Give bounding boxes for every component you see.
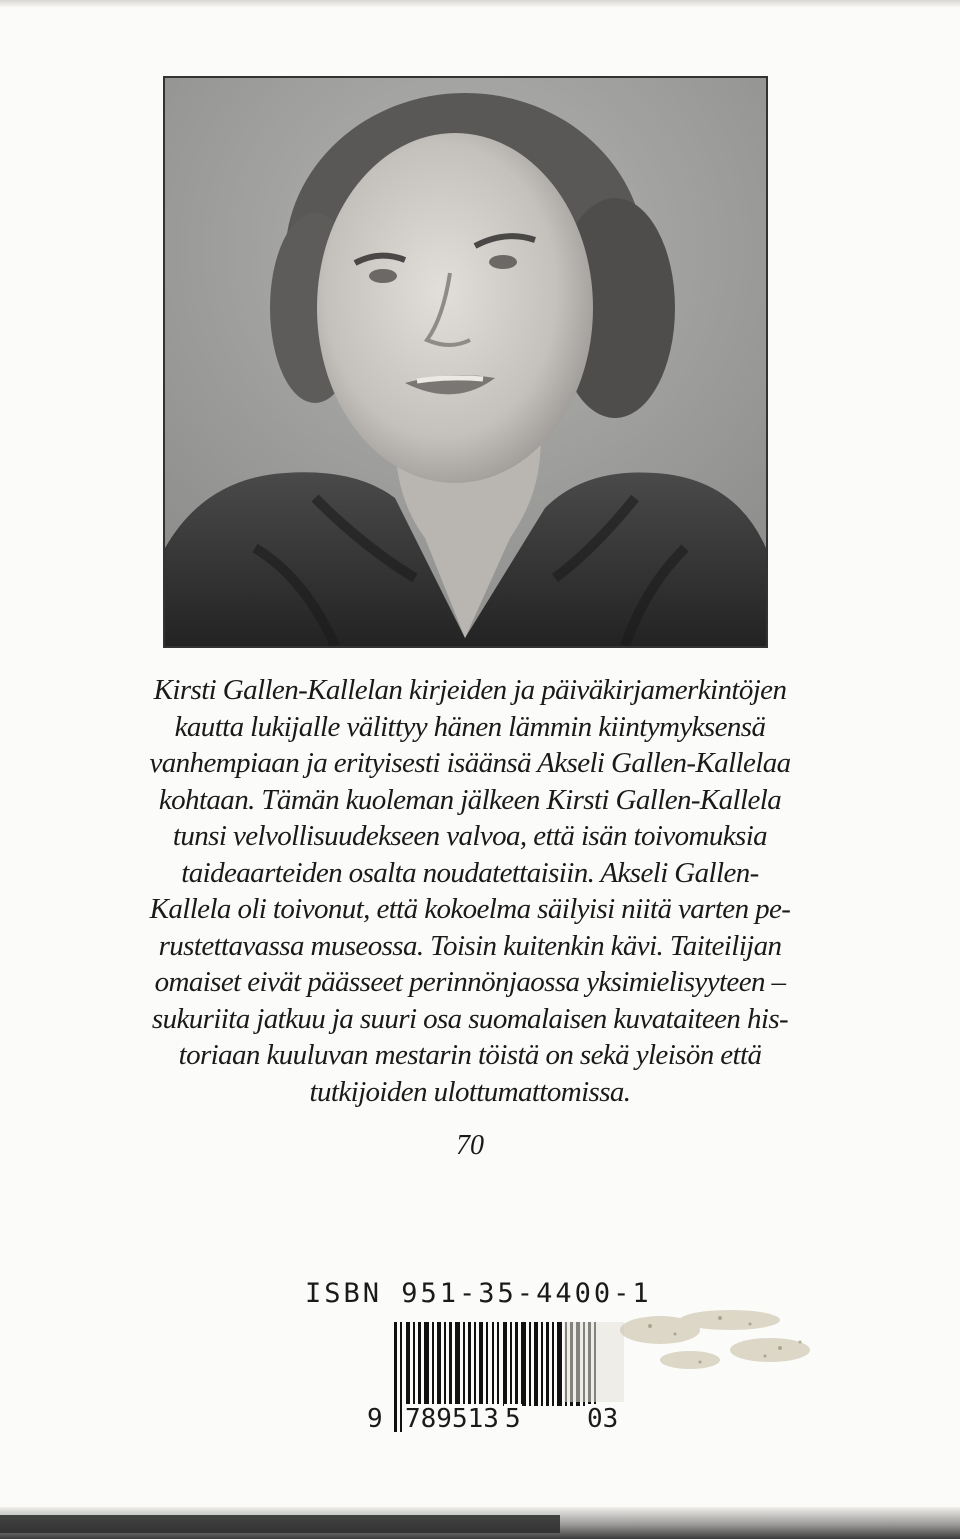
blurb-line: omaiset eivät päässeet perinnönjaossa yksimielisyyteen – bbox=[154, 966, 786, 998]
series-number: 70 bbox=[456, 1130, 484, 1161]
barcode-lead-digit: 9 bbox=[367, 1404, 383, 1434]
blurb-line: tunsi velvollisuudekseen valvoa, että isän toivomuksia bbox=[172, 820, 768, 852]
cover-top-edge bbox=[0, 0, 960, 8]
blurb-line: kohtaan. Tämän kuoleman jälkeen Kirsti Gallen-Kallela bbox=[158, 783, 782, 816]
back-cover-blurb bbox=[110, 672, 830, 1110]
blurb-line: kautta lukijalle välittyy hänen lämmin kiintymyksensä bbox=[174, 710, 766, 743]
blurb-line: toriaan kuuluvan mestarin töistä on sekä yleisön että bbox=[178, 1039, 762, 1071]
blurb-line: sukuriita jatkuu ja suuri osa suomalaisen kuvataiteen his- bbox=[151, 1002, 789, 1035]
blurb-line: taideaarteiden osalta noudatettaisiin. Akseli Gallen- bbox=[181, 856, 759, 889]
cover-bottom-edge bbox=[0, 1507, 960, 1539]
blurb-line: Kallela oli toivonut, että kokoelma säilyisi niitä varten pe- bbox=[149, 893, 791, 925]
blurb-line: vanhempiaan ja erityisesti isäänsä Akseli Gallen-Kallelaa bbox=[149, 747, 791, 779]
blurb-line: rustettavassa museossa. Toisin kuitenkin kävi. Taiteilijan bbox=[158, 929, 782, 962]
blurb-line: tutkijoiden ulottumattomissa. bbox=[309, 1075, 631, 1108]
author-portrait-photo bbox=[163, 76, 768, 648]
barcode-digits bbox=[364, 1404, 634, 1434]
barcode-digit-group-2: 5 bbox=[505, 1404, 521, 1434]
barcode-digit-group-2-end: 03 bbox=[587, 1404, 619, 1434]
blurb-line: Kirsti Gallen-Kallelan kirjeiden ja päiväkirjamerkintöjen bbox=[153, 674, 787, 706]
sticker-residue bbox=[600, 1290, 830, 1410]
barcode-digit-group-1: 789513 bbox=[405, 1404, 499, 1434]
isbn-label: ISBN 951-35-4400-1 bbox=[305, 1278, 652, 1309]
portrait-image bbox=[165, 78, 766, 646]
